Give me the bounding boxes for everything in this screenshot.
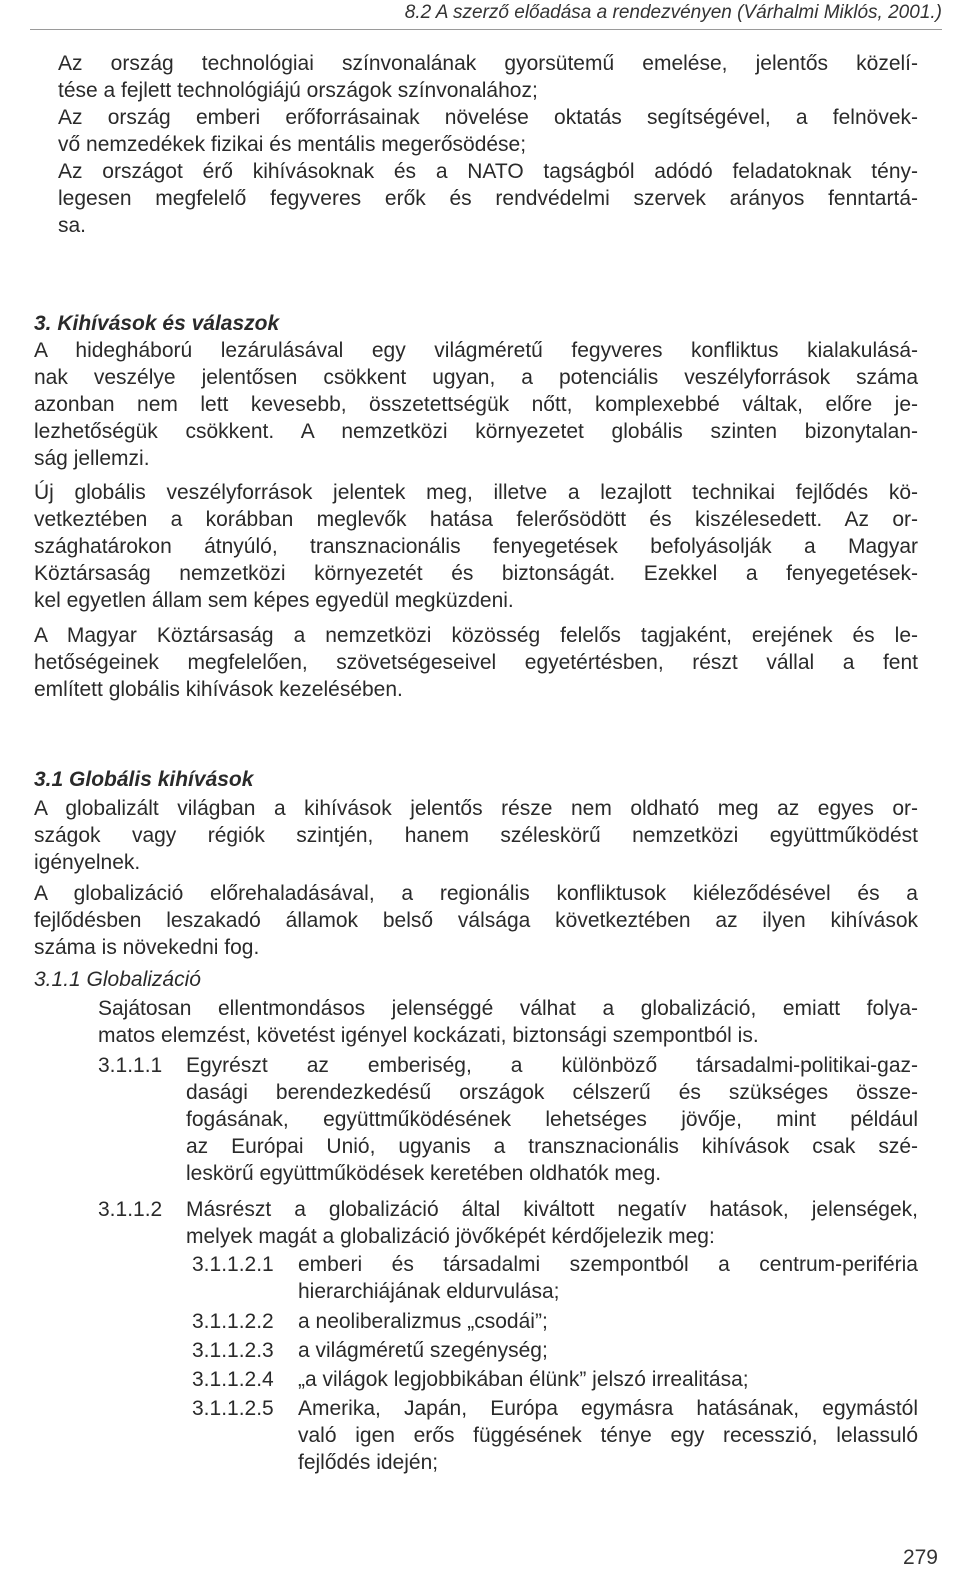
text-line: matos elemzést, követést igényel kockázati, biztonsági szempontból is. xyxy=(98,1024,759,1047)
sub-item-3-1-1-2-3 xyxy=(192,1337,918,1365)
sub-item-3-1-1-2-4 xyxy=(192,1366,918,1394)
section-heading-3-1: 3.1 Globális kihívások xyxy=(34,768,254,791)
section3-paragraph-2 xyxy=(34,479,918,614)
text-line: vetkeztében a korábban meglevők hatása felerősödött és kiszélesedett. Az or- xyxy=(34,508,918,531)
item-number: 3.1.1.2.3 xyxy=(192,1339,274,1362)
text-line: lezhetőségük csökkent. A nemzetközi környezetet globális szinten bizonytalan- xyxy=(34,420,918,443)
sub-item-3-1-1-2-1 xyxy=(192,1251,918,1307)
text-line: Köztársaság nemzetközi környezetét és biztonságát. Ezekkel a fenyegetések- xyxy=(34,562,918,585)
text-line: a neoliberalizmus „csodái”; xyxy=(298,1310,548,1333)
text-line: Az ország technológiai színvonalának gyorsütemű emelése, jelentős közelí- xyxy=(58,52,918,75)
text-line: vő nemzedékek fizikai és mentális megerősödése; xyxy=(58,133,527,156)
text-line: melyek magát a globalizáció jövőképét kérdőjelezik meg: xyxy=(186,1225,715,1248)
text-line: hetőségeinek megfelelően, szövetségeseivel egyetértésben, részt vállal a fent xyxy=(34,651,918,674)
text-line: azonban nem lett kevesebb, összetettségük nőtt, komplexebbé váltak, előre je- xyxy=(34,393,918,416)
text-line: Egyrészt az emberiség, a különböző társadalmi-politikai-gaz- xyxy=(186,1054,918,1077)
section3-paragraph-3 xyxy=(34,622,918,703)
text-line: tése a fejlett technológiájú országok színvonalához; xyxy=(58,79,538,102)
text-line: dasági berendezkedésű országok célszerű és szükséges össze- xyxy=(186,1081,918,1104)
running-header: 8.2 A szerző előadása a rendezvényen (Várhalmi Miklós, 2001.) xyxy=(404,2,942,23)
text-line: Az ország emberi erőforrásainak növelése oktatás segítségével, a felnövek- xyxy=(58,106,918,129)
text-line: Amerika, Japán, Európa egymásra hatásának, egymástól xyxy=(298,1397,918,1420)
text-line: hierarchiájának eldurvulása; xyxy=(298,1280,560,1303)
section3-paragraph-1 xyxy=(34,337,918,472)
text-line: szághatárokon átnyúló, transznacionális fenyegetések befolyásolják a Magyar xyxy=(34,535,918,558)
text-line: kel egyetlen állam sem képes egyedül megküzdeni. xyxy=(34,589,514,612)
item-number: 3.1.1.2.4 xyxy=(192,1368,274,1391)
item-number: 3.1.1.1 xyxy=(98,1054,163,1077)
section31-paragraph-1 xyxy=(34,795,918,876)
text-line: Másrészt a globalizáció által kiváltott negatív hatások, jelenségek, xyxy=(186,1198,918,1221)
text-line: fejlődés idején; xyxy=(298,1451,439,1474)
section-heading-3: 3. Kihívások és válaszok xyxy=(34,312,280,335)
item-number: 3.1.1.2.2 xyxy=(192,1310,274,1333)
text-line: Az országot érő kihívásoknak és a NATO tagságból adódó feladatoknak tény- xyxy=(58,160,918,183)
sub-item-3-1-1-2-5 xyxy=(192,1395,918,1479)
text-line: az Európai Unió, ugyanis a transznacionális kihívások csak szé- xyxy=(186,1135,918,1158)
header-rule xyxy=(30,29,942,30)
text-line: fogásának, együttműködésének lehetséges jövője, mint például xyxy=(186,1108,918,1131)
text-line: „a világok legjobbikában élünk” jelszó irrealitása; xyxy=(298,1368,749,1391)
text-line: nak veszélye jelentősen csökkent ugyan, a potenciális veszélyforrások száma xyxy=(34,366,918,389)
text-line: való igen erős függésének ténye egy recesszió, lelassuló xyxy=(298,1424,918,1447)
text-line: igényelnek. xyxy=(34,851,141,874)
text-line: száma is növekedni fog. xyxy=(34,936,260,959)
numbered-item-3-1-1-2 xyxy=(98,1196,918,1252)
numbered-item-3-1-1-1 xyxy=(98,1052,918,1192)
text-line: ság jellemzi. xyxy=(34,447,150,470)
text-line: leskörű együttműködések keretében oldhatók meg. xyxy=(186,1162,662,1185)
section31-paragraph-2 xyxy=(34,880,918,961)
page-number: 279 xyxy=(902,1546,938,1569)
item-number: 3.1.1.2.1 xyxy=(192,1253,274,1276)
text-line: A Magyar Köztársaság a nemzetközi közösség felelős tagjaként, erejének és le- xyxy=(34,624,918,647)
text-line: legesen megfelelő fegyveres erők és rendvédelmi szervek arányos fenntartá- xyxy=(58,187,918,210)
text-line: A globalizáció előrehaladásával, a regionális konfliktusok kiéleződésével és a xyxy=(34,882,918,905)
text-line: említett globális kihívások kezelésében. xyxy=(34,678,403,701)
intro-paragraph xyxy=(58,50,918,239)
sub-item-3-1-1-2-2 xyxy=(192,1308,918,1336)
text-line: emberi és társadalmi szempontból a centrum-periféria xyxy=(298,1253,918,1276)
text-line: a világméretű szegénység; xyxy=(298,1339,548,1362)
text-line: fejlődésben leszakadó államok belső válsága következtében az ilyen kihívások xyxy=(34,909,918,932)
text-line: Új globális veszélyforrások jelentek meg, illetve a lezajlott technikai fejlődés kö- xyxy=(34,481,918,504)
text-line: A globalizált világban a kihívások jelentős része nem oldható meg az egyes or- xyxy=(34,797,918,820)
section-heading-3-1-1: 3.1.1 Globalizáció xyxy=(34,968,201,991)
text-line: sa. xyxy=(58,214,87,237)
text-line: A hidegháború lezárulásával egy világméretű fegyveres konfliktus kialakulásá- xyxy=(34,339,918,362)
item-number: 3.1.1.2 xyxy=(98,1198,163,1221)
section311-paragraph xyxy=(98,995,918,1049)
text-line: Sajátosan ellentmondásos jelenséggé válhat a globalizáció, emiatt folya- xyxy=(98,997,918,1020)
text-line: szágok vagy régiók szintjén, hanem széleskörű nemzetközi együttműködést xyxy=(34,824,918,847)
item-number: 3.1.1.2.5 xyxy=(192,1397,274,1420)
